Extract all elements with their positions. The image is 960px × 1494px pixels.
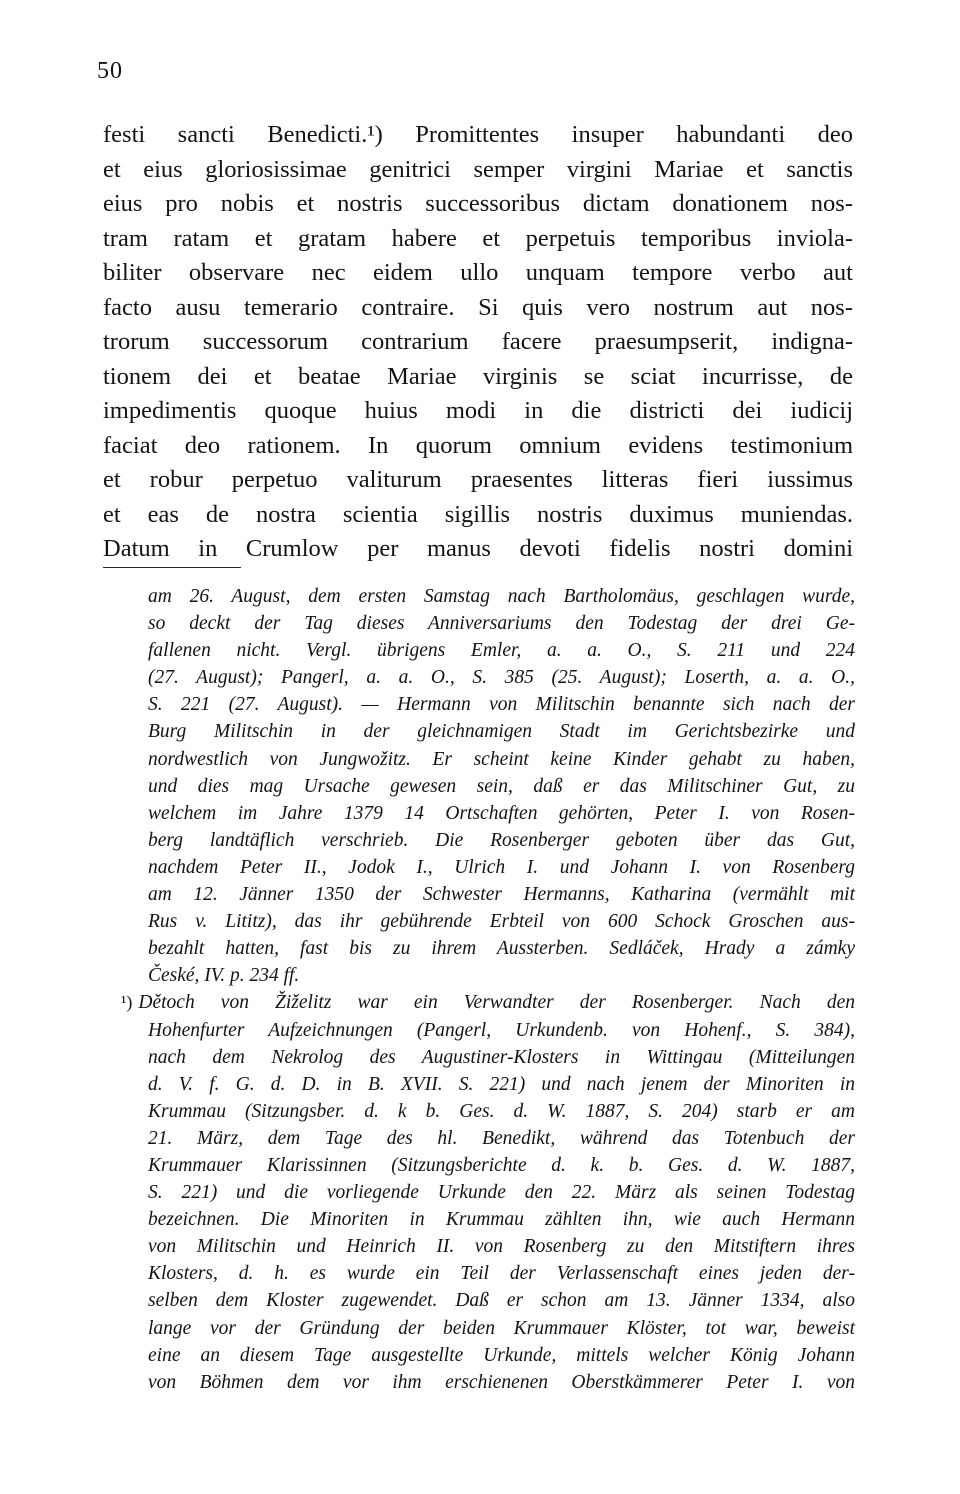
- footnote-line: Rus v. Lititz), das ihr gebührende Erbteil von 600 Schock Groschen aus-: [148, 911, 855, 933]
- footnote-line: [103, 989, 855, 1016]
- footnote-line: Krummauer Klarissinnen (Sitzungsberichte d. k. b. Ges. d. W. 1887,: [148, 1154, 855, 1176]
- footnote-line: bezeichnen. Die Minoriten in Krummau zählten ihn, wie auch Hermann: [148, 1209, 855, 1231]
- footnote-line: Krummau (Sitzungsber. d. k b. Ges. d. W. 1887, S. 204) starb er am: [148, 1100, 855, 1122]
- footnote-line: eine an diesem Tage ausgestellte Urkunde, mittels welcher König Johann: [148, 1344, 855, 1366]
- main-text-line: et robur perpetuo valiturum praesentes litteras fieri iussimus: [103, 466, 853, 493]
- footnote-line: welchem im Jahre 1379 14 Ortschaften gehörten, Peter I. von Rosen-: [148, 802, 855, 824]
- footnote-line: (27. August); Pangerl, a. a. O., S. 385 (25. August); Loserth, a. a. O.,: [148, 667, 855, 689]
- footnote-line: und dies mag Ursache gewesen sein, daß er das Militschiner Gut, zu: [148, 775, 855, 797]
- footnote-line: 21. März, dem Tage des hl. Benedikt, während das Totenbuch der: [148, 1127, 855, 1149]
- footnote-line: berg landtäflich verschrieb. Die Rosenberger geboten über das Gut,: [148, 829, 855, 851]
- footnotes-block: [103, 583, 855, 1396]
- footnote-line: am 26. August, dem ersten Samstag nach Bartholomäus, geschlagen wurde,: [148, 586, 855, 607]
- main-text-line: biliter observare nec eidem ullo unquam tempore verbo aut: [103, 259, 853, 286]
- footnote-line: von Böhmen dem vor ihm erschienenen Oberstkämmerer Peter I. von: [148, 1371, 855, 1393]
- footnote-first-line-text: Dětoch von Žiželitz war ein Verwandter der Rosenberger. Nach den: [138, 992, 855, 1014]
- footnote-1: [103, 989, 855, 1395]
- main-text-line: et eius gloriosissimae genitrici semper virgini Mariae et sanctis: [103, 155, 853, 183]
- footnote-line: S. 221 (27. August). — Hermann von Militschin benannte sich nach der: [148, 694, 855, 716]
- footnote-marker: ¹): [121, 992, 133, 1013]
- footnote-line: nach dem Nekrolog des Augustiner-Klosters in Wittingau (Mitteilungen: [148, 1046, 855, 1068]
- main-text-line: eius pro nobis et nostris successoribus dictam donationem nos-: [103, 190, 853, 217]
- footnote-line: fallenen nicht. Vergl. übrigens Emler, a. a. O., S. 211 und 224: [148, 640, 855, 662]
- footnote-line: von Militschin und Heinrich II. von Rosenberg zu den Mitstiftern ihres: [148, 1236, 855, 1258]
- main-text-block: [103, 118, 853, 567]
- footnote-separator-rule: [103, 567, 241, 568]
- page-number: 50: [97, 58, 123, 84]
- footnote-line: selben dem Kloster zugewendet. Daß er schon am 13. Jänner 1334, also: [148, 1290, 855, 1312]
- footnote-line: Hohenfurter Aufzeichnungen (Pangerl, Urkundenb. von Hohenf., S. 384),: [148, 1019, 855, 1041]
- main-text-line: faciat deo rationem. In quorum omnium evidens testimonium: [103, 431, 853, 459]
- footnote-line: České, IV. p. 234 ff.: [148, 965, 300, 987]
- footnote-line: nordwestlich von Jungwožitz. Er scheint keine Kinder gehabt zu haben,: [148, 748, 855, 770]
- footnote-line: lange vor der Gründung der beiden Krummauer Klöster, tot war, beweist: [148, 1317, 855, 1339]
- main-text-line: facto ausu temerario contraire. Si quis vero nostrum aut nos-: [103, 293, 853, 321]
- footnote-line: bezahlt hatten, fast bis zu ihrem Aussterben. Sedláček, Hrady a zámky: [148, 938, 855, 960]
- main-text-line: tram ratam et gratam habere et perpetuis temporibus inviola-: [103, 224, 853, 252]
- footnote-continued: [103, 583, 855, 989]
- footnote-line: d. V. f. G. d. D. in B. XVII. S. 221) und nach jenem der Minoriten in: [148, 1073, 855, 1095]
- main-text-line: impedimentis quoque huius modi in die districti dei iudicij: [103, 397, 853, 424]
- main-text-line: Datum in Crumlow per manus devoti fidelis nostri domini: [103, 535, 853, 562]
- footnote-line: Burg Militschin in der gleichnamigen Stadt im Gerichtsbezirke und: [148, 721, 855, 743]
- main-text-line: tionem dei et beatae Mariae virginis se sciat incurrisse, de: [103, 362, 853, 390]
- main-text-line: trorum successorum contrarium facere praesumpserit, indigna-: [103, 328, 853, 355]
- main-text-line: et eas de nostra scientia sigillis nostris duximus muniendas.: [103, 500, 853, 528]
- footnote-line: nachdem Peter II., Jodok I., Ulrich I. und Johann I. von Rosenberg: [148, 856, 855, 878]
- footnote-line: S. 221) und die vorliegende Urkunde den 22. März als seinen Todestag: [148, 1182, 855, 1204]
- footnote-line: so deckt der Tag dieses Anniversariums den Todestag der drei Ge-: [148, 613, 855, 635]
- main-text-line: festi sancti Benedicti.¹) Promittentes insuper habundanti deo: [103, 121, 853, 148]
- footnote-line: am 12. Jänner 1350 der Schwester Hermanns, Katharina (vermählt mit: [148, 884, 855, 906]
- footnote-line: Klosters, d. h. es wurde ein Teil der Verlassenschaft eines jeden der-: [148, 1263, 855, 1285]
